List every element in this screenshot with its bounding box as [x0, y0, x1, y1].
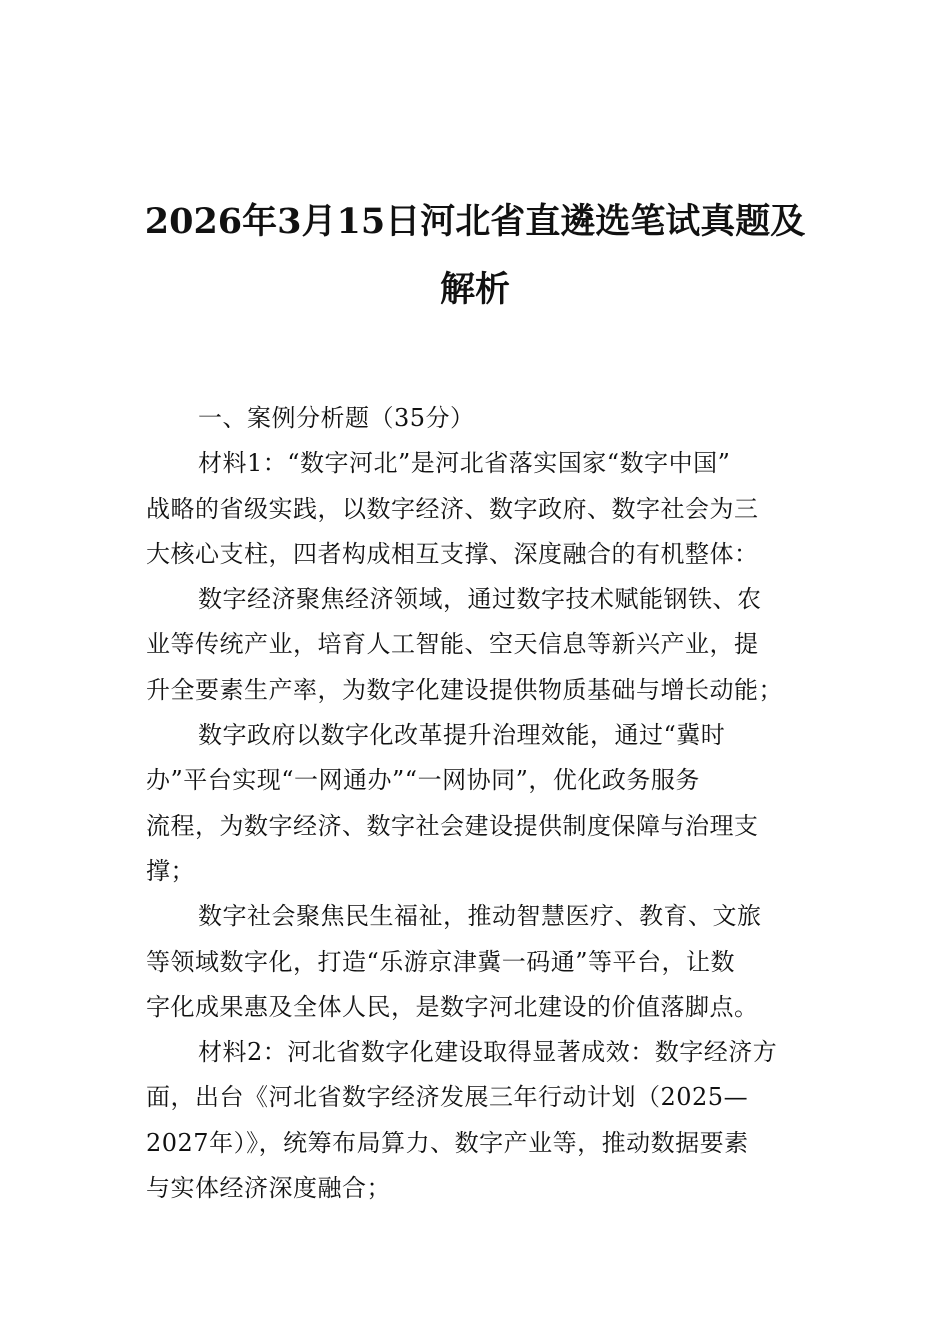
paragraph-line: 大核心支柱，四者构成相互支撑、深度融合的有机整体：	[146, 539, 759, 568]
paragraph-line: 2027年）》，统筹布局算力、数字产业等，推动数据要素	[146, 1128, 749, 1157]
paragraph-material-2	[146, 1030, 806, 1211]
paragraph-digital-society	[146, 894, 806, 1030]
paragraph-line: 数字政府以数字化改革提升治理效能，通过“冀时	[198, 721, 726, 750]
paragraph-line: 等领域数字化，打造“乐游京津冀一码通”等平台，让数	[146, 947, 736, 976]
paragraph-line: 撑；	[146, 856, 195, 885]
paragraph-material-1	[146, 441, 806, 577]
paragraph-line: 升全要素生产率，为数字化建设提供物质基础与增长动能；	[146, 675, 783, 704]
document-body	[146, 396, 806, 1211]
paragraph-line: 业等传统产业，培育人工智能、空天信息等新兴产业，提	[146, 630, 759, 659]
paragraph-digital-government	[146, 713, 806, 894]
paragraph-line: 数字社会聚焦民生福祉，推动智慧医疗、教育、文旅	[198, 902, 762, 931]
document-title-line-2: 解析	[439, 269, 510, 310]
document-title	[120, 188, 830, 324]
paragraph-line: 战略的省级实践，以数字经济、数字政府、数字社会为三	[146, 494, 759, 523]
section-heading-text: 一、案例分析题（35分）	[198, 404, 475, 432]
paragraph-line: 办”平台实现“一网通办”“一网协同”，优化政务服务	[146, 766, 700, 795]
paragraph-line: 流程，为数字经济、数字社会建设提供制度保障与治理支	[146, 811, 759, 840]
document-title-line-1: 2026年3月15日河北省直遴选笔试真题及	[144, 201, 806, 242]
paragraph-line: 材料1：“数字河北”是河北省落实国家“数字中国”	[198, 449, 731, 478]
paragraph-digital-economy	[146, 577, 806, 713]
paragraph-line: 数字经济聚焦经济领域，通过数字技术赋能钢铁、农	[198, 585, 762, 614]
section-heading	[146, 396, 806, 441]
paragraph-line: 与实体经济深度融合；	[146, 1174, 391, 1203]
paragraph-line: 字化成果惠及全体人民，是数字河北建设的价值落脚点。	[146, 992, 759, 1021]
paragraph-line: 面，出台《河北省数字经济发展三年行动计划（2025—	[146, 1083, 749, 1112]
paragraph-line: 材料2：河北省数字化建设取得显著成效：数字经济方	[198, 1038, 778, 1067]
